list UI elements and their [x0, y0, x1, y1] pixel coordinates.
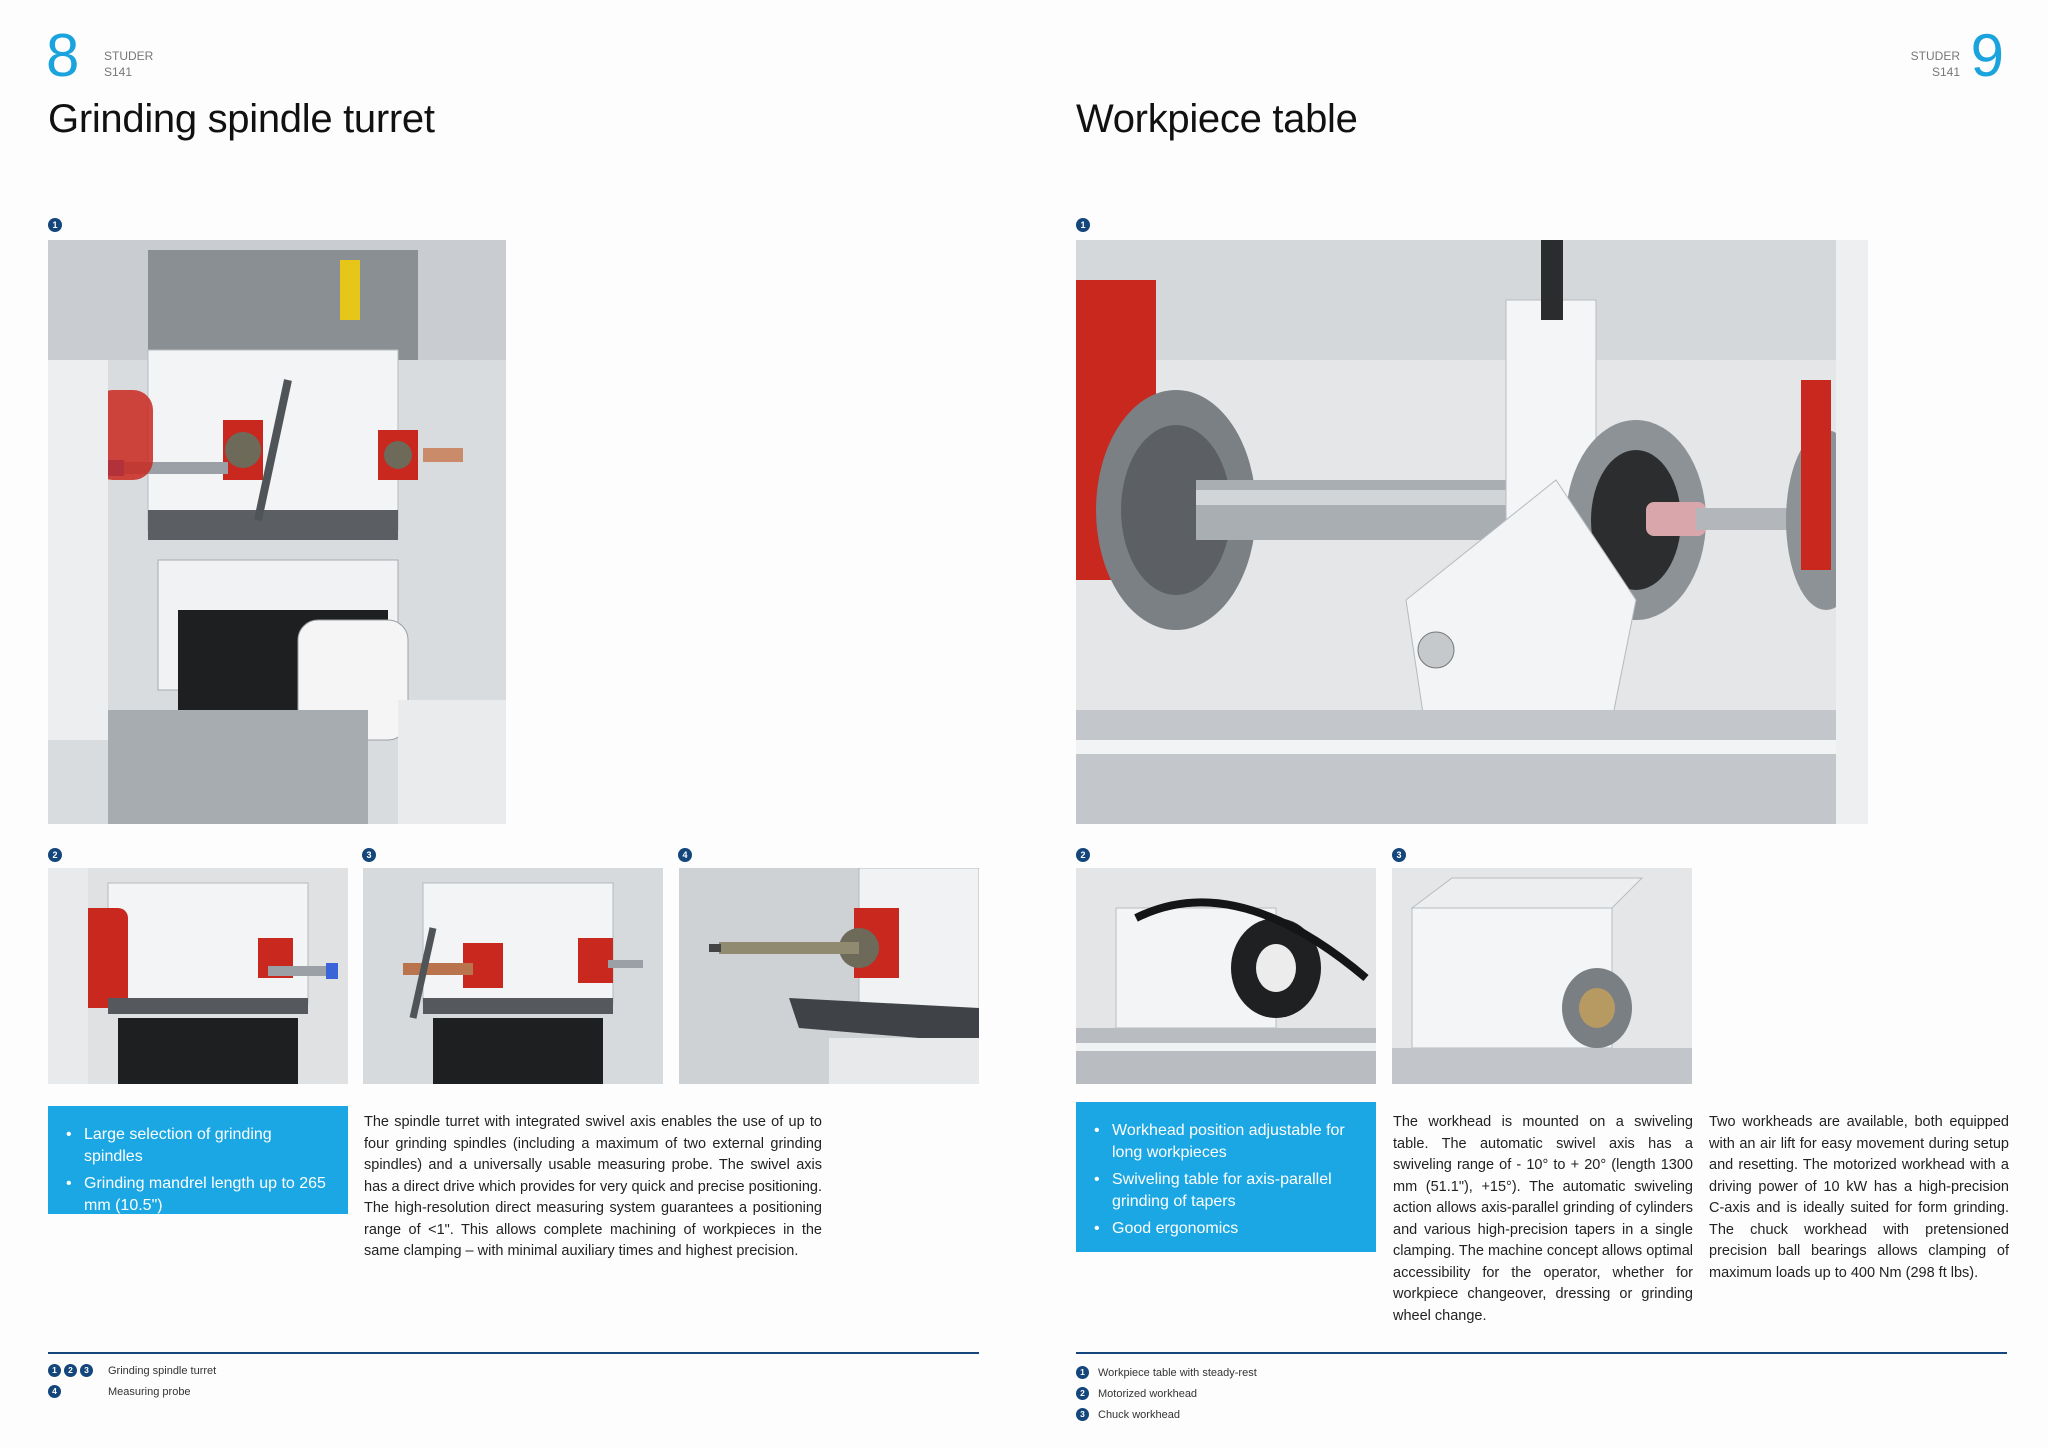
image-marker-2: 2	[48, 848, 62, 862]
caption-row	[1076, 1387, 1197, 1400]
highlight-item: • Large selection of grinding spindles	[64, 1124, 332, 1168]
caption-row	[48, 1364, 216, 1377]
highlights-box	[48, 1106, 348, 1214]
highlight-item: • Swiveling table for axis-parallel grinding of tapers	[1092, 1169, 1360, 1213]
caption-markers	[48, 1385, 108, 1398]
page-title: Workpiece table	[1076, 97, 1358, 141]
brand-label	[104, 48, 153, 80]
caption-row	[1076, 1366, 1257, 1379]
highlights-list	[64, 1124, 332, 1217]
right-page	[1024, 0, 2048, 1448]
photo-turret-view-2	[48, 868, 348, 1084]
caption-text: Motorized workhead	[1098, 1387, 1198, 1400]
photo-chuck-workhead	[1392, 868, 1692, 1084]
body-text-column-1: The workhead is mounted on a swiveling table. The automatic swivel axis has a swiveling range of - 10° to + 20° (length 1300 mm (51.1"), +15°). The automatic swiveling action allows axis-parallel grinding of cylinders and various high-precision tapers in a single clamping. The machine concept allows optimal accessibility for the operator, whether for workpiece changeover, dressing or grinding wheel change.	[1393, 1114, 1693, 1324]
image-marker-4: 4	[678, 848, 692, 862]
caption-text: Measuring probe	[108, 1385, 191, 1398]
image-marker-3: 3	[1392, 848, 1406, 862]
photo-turret-view-3	[363, 868, 663, 1084]
page-number: 9	[1970, 22, 2002, 89]
image-marker-1: 1	[1076, 218, 1090, 232]
caption-row	[48, 1385, 191, 1398]
caption-marker: 3	[1076, 1408, 1089, 1421]
body-text: The spindle turret with integrated swivel axis enables the use of up to four grinding spindles (including a maximum of two external grinding spindles) and a universally usable measuring probe. The swivel axis has a direct drive which provides for very quick and precise positioning. The high-resolution direct measuring system guarantees a positioning range of <1". This allows complete machining of workpieces in the same clamping – with minimal auxiliary times and highest precision.	[364, 1114, 822, 1259]
page-number: 8	[46, 22, 78, 89]
caption-marker: 2	[64, 1364, 77, 1377]
photo-motorized-workhead	[1076, 868, 1376, 1084]
brand-label	[1911, 48, 1960, 80]
caption-markers	[1076, 1387, 1098, 1400]
caption-text: Grinding spindle turret	[108, 1364, 217, 1377]
caption-marker: 3	[80, 1364, 93, 1377]
body-text-column-2: Two workheads are available, both equipped with an air lift for easy movement during setup and resetting. The motorized workhead with a driving power of 10 kW has a high-precision C-axis and is ideally suited for form grinding. The chuck workhead with pretensioned precision ball bearings allows clamping of maximum loads up to 400 Nm (298 ft lbs).	[1709, 1114, 2009, 1281]
brand-name: STUDER	[104, 49, 154, 63]
highlights-box	[1076, 1102, 1376, 1252]
page-title: Grinding spindle turret	[48, 97, 435, 141]
image-marker-2: 2	[1076, 848, 1090, 862]
caption-markers	[1076, 1366, 1098, 1379]
photo-grinding-spindle-turret	[48, 240, 506, 824]
highlight-item: • Workhead position adjustable for long workpieces	[1092, 1120, 1360, 1164]
caption-marker: 1	[1076, 1366, 1089, 1379]
highlight-item: • Grinding mandrel length up to 265 mm (10.5")	[64, 1173, 332, 1217]
brand-model: S141	[104, 65, 133, 79]
image-marker-3: 3	[362, 848, 376, 862]
highlights-list	[1092, 1120, 1360, 1240]
image-marker-1: 1	[48, 218, 62, 232]
caption-markers	[1076, 1408, 1098, 1421]
brand-name: STUDER	[1910, 49, 1960, 63]
photo-measuring-probe	[679, 868, 979, 1084]
footer-rule	[1076, 1352, 2007, 1354]
caption-markers	[48, 1364, 108, 1377]
photo-workpiece-table	[1076, 240, 1868, 824]
caption-marker: 2	[1076, 1387, 1089, 1400]
footer-rule	[48, 1352, 979, 1354]
caption-text: Workpiece table with steady-rest	[1098, 1366, 1257, 1379]
highlight-item: • Good ergonomics	[1092, 1218, 1360, 1240]
caption-row	[1076, 1408, 1180, 1421]
caption-text: Chuck workhead	[1098, 1408, 1180, 1421]
caption-marker: 4	[48, 1385, 61, 1398]
caption-marker: 1	[48, 1364, 61, 1377]
brand-model: S141	[1931, 65, 1960, 79]
